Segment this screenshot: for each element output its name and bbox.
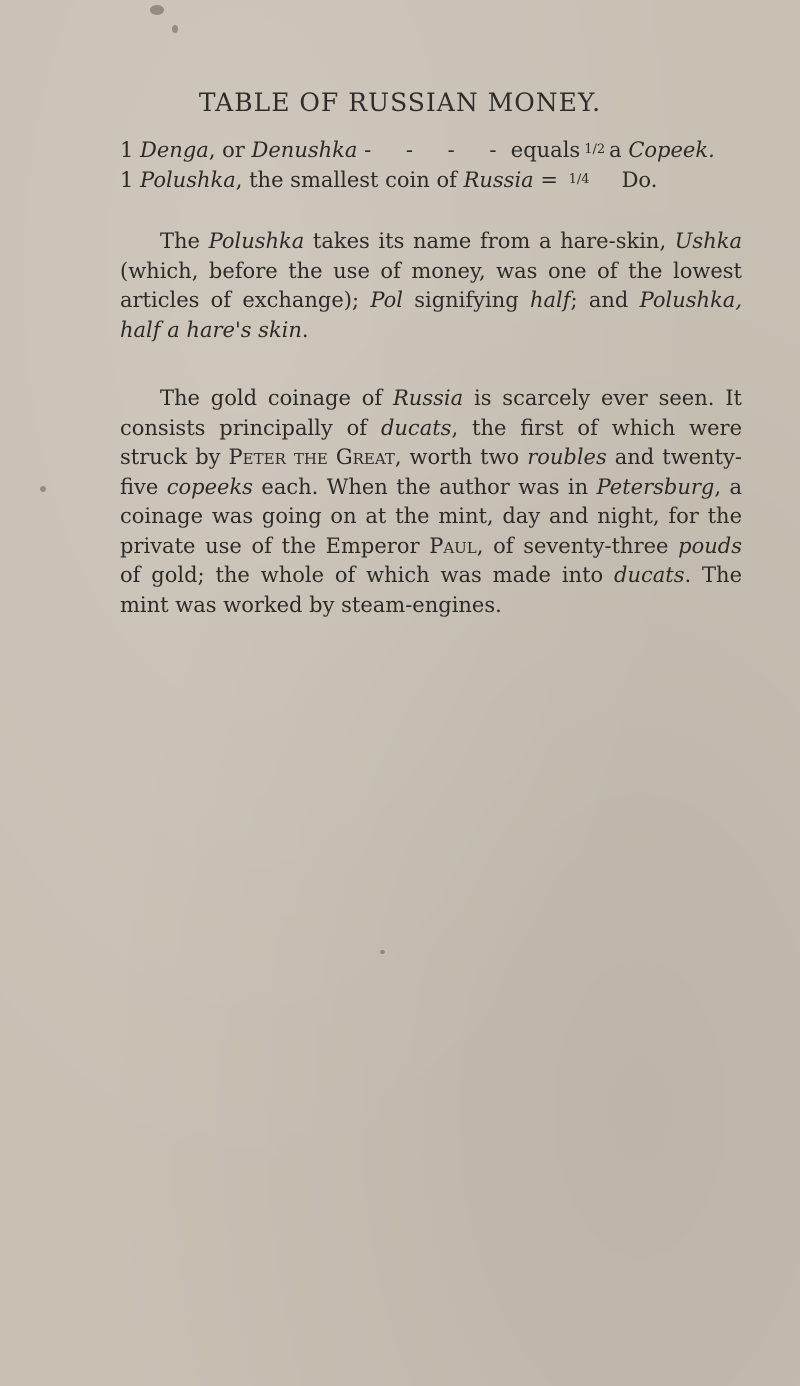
- unit-name: Copeek.: [628, 138, 715, 162]
- page-title: TABLE OF RUSSIAN MONEY.: [198, 88, 602, 117]
- paper-stain: [172, 25, 178, 33]
- money-row-polushka: 1 Polushka, the smallest coin of Russia = 1/4 Do.: [120, 168, 658, 192]
- coin-alt-name: Denushka: [251, 138, 358, 162]
- coin-name: Polushka: [140, 168, 236, 192]
- paragraph-gold-coinage: The gold coinage of Russia is scarcely ever seen. It consists principally of ducats, the first of which were struck by Peter the Great, worth two roubles and twenty-five copeeks each. When the author was in Petersburg, a coinage was going on at the mint, day and night, for the private use of the Emperor Paul, of seventy-three pouds of gold; the whole of which was made into ducats. The mint was worked by steam-engines.: [120, 386, 743, 617]
- money-row-denga: 1 Denga, or Denushka - - - - equals 1/2 a Copeek.: [120, 138, 715, 162]
- leader-dashes: - - - -: [364, 138, 511, 162]
- paper-stain: [150, 5, 164, 15]
- paper-stain: [40, 486, 46, 492]
- fraction: 1/2: [584, 142, 606, 157]
- ditto-mark: Do.: [621, 168, 658, 192]
- fraction: 1/4: [568, 172, 590, 187]
- coin-name: Denga: [140, 138, 209, 162]
- paper-stain: [380, 950, 385, 954]
- country-name: Russia: [463, 168, 534, 192]
- paragraph-polushka-etymology: The Polushka takes its name from a hare-skin, Ushka (which, before the use of money, was one of the lowest articles of exchange); Pol signifying half; and Polushka, half a hare's skin.: [120, 229, 742, 342]
